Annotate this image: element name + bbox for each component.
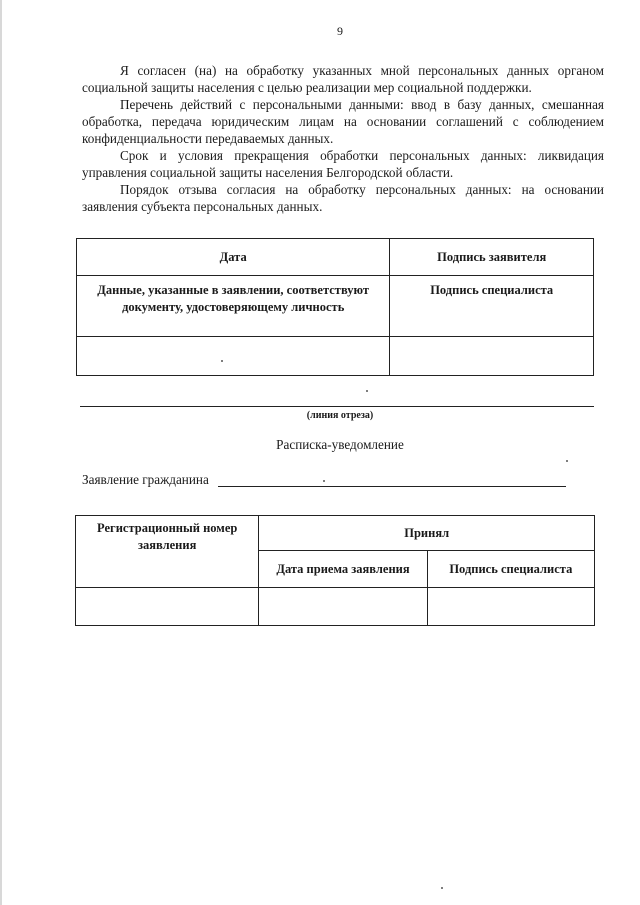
data-matches-cell: Данные, указанные в заявлении, соответствуют документу, удостоверяющему личность (77, 276, 390, 337)
scan-speck (221, 360, 223, 362)
statement-label: Заявление гражданина (82, 472, 209, 487)
consent-paragraph: Я согласен (на) на обработку указанных мной персональных данных органом социальной защиты населения с целью реализации мер социальной поддержки. (82, 63, 604, 95)
statement-fill-line[interactable] (218, 486, 566, 487)
table-row (77, 276, 594, 337)
empty-cell[interactable] (427, 588, 594, 626)
specialist-signature-header: Подпись специалиста (427, 551, 594, 588)
empty-cell[interactable] (259, 588, 427, 626)
scan-speck (323, 480, 325, 482)
page-number: 9 (337, 24, 343, 38)
table-row (76, 516, 595, 551)
cut-line (80, 406, 594, 407)
consent-text (82, 62, 604, 215)
withdrawal-paragraph: Порядок отзыва согласия на обработку персональных данных: на основании заявления субъекта персональных данных. (82, 182, 604, 214)
cut-line-label: (линия отреза) (306, 410, 374, 421)
table-row (76, 588, 595, 626)
specialist-signature-header: Подпись специалиста (390, 276, 594, 337)
applicant-signature-header: Подпись заявителя (390, 239, 594, 276)
empty-cell[interactable] (76, 588, 259, 626)
scan-speck (566, 460, 568, 462)
accepted-header: Принял (259, 516, 595, 551)
date-header: Дата (77, 239, 390, 276)
empty-cell[interactable] (77, 337, 390, 376)
actions-paragraph: Перечень действий с персональными данными: ввод в базу данных, смешанная обработка, передача юридическим лицам на основании соглашений с соблюдением конфиденциальности передаваемых данных. (82, 97, 604, 146)
receipt-table (75, 515, 595, 626)
reg-number-header: Регистрационный номер заявления (76, 516, 259, 588)
empty-cell[interactable] (390, 337, 594, 376)
table-row (77, 337, 594, 376)
termination-paragraph: Срок и условия прекращения обработки персональных данных: ликвидация управления социальной защиты населения Белгородской области. (82, 148, 604, 180)
table-row (77, 239, 594, 276)
receipt-title: Расписка-уведомление (276, 437, 404, 452)
date-received-header: Дата приема заявления (259, 551, 427, 588)
consent-signature-table (76, 238, 594, 376)
scan-speck (441, 887, 443, 889)
scan-speck (366, 390, 368, 392)
